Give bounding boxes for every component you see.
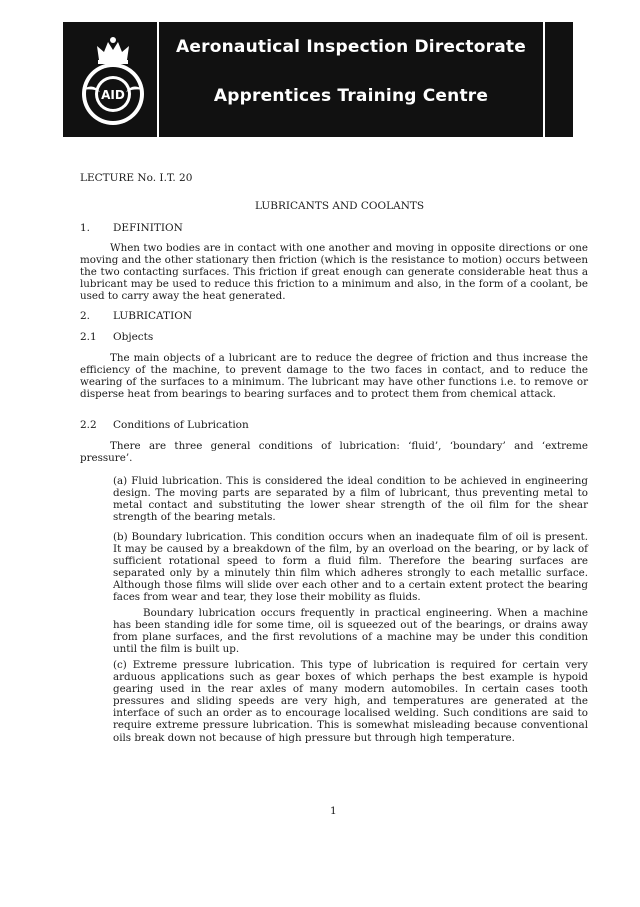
- item-b-continuation: Boundary lubrication occurs frequently in practical engineering. When a machine has been standing idle for some time, oil is squeezed out of the bearings, or drains away from plane surfaces, and the first revolutions of a machine may be under this condition until the film is built up.: [113, 607, 588, 656]
- section-2-number: 2.: [80, 310, 91, 322]
- section-2-2-number: 2.2: [80, 419, 97, 431]
- section-1-heading: DEFINITION: [113, 222, 183, 234]
- banner-title-line2: Apprentices Training Centre: [213, 86, 489, 106]
- banner-title-line1: Aeronautical Inspection Directorate: [176, 37, 526, 57]
- section-2-2-paragraph: There are three general conditions of lubrication: ‘fluid’, ‘boundary’ and ‘extreme pressure’.: [80, 440, 588, 465]
- svg-text:AID: AID: [101, 88, 125, 102]
- item-c-extreme-pressure-lubrication: (c) Extreme pressure lubrication. This type of lubrication is required for certain very arduous applications such as gear boxes of which perhaps the best example is hypoid gearing used in the rear axles of many modern automobiles. In certain cases tooth pressures and sliding speeds are very high, and temperatures are generated at the interface of such an order as to encourage localised welding. Such conditions are said to require extreme pressure lubrication. This is somewhat misleading because conventional oils break down not because of high pressure but through high temperature.: [113, 659, 588, 744]
- section-2-1-paragraph: The main objects of a lubricant are to reduce the degree of friction and thus increase the efficiency of the machine, to prevent damage to the two faces in contact, and to reduce the wearing of the surfaces to a minimum. The lubricant may have other functions i.e. to remove or disperse heat from bearings to bearing surfaces and to protect them from chemical attack.: [80, 352, 588, 401]
- banner-divider-right: [543, 22, 545, 137]
- section-2-1-number: 2.1: [80, 331, 97, 343]
- lecture-number: LECTURE No. I.T. 20: [80, 172, 193, 184]
- section-2-1-heading: Objects: [113, 331, 154, 343]
- section-1-number: 1.: [80, 222, 91, 234]
- header-banner: [63, 22, 573, 137]
- aid-crest-icon: [73, 30, 153, 130]
- section-2-2-heading: Conditions of Lubrication: [113, 419, 249, 431]
- item-b-boundary-lubrication: (b) Boundary lubrication. This condition occurs when an inadequate film of oil is present. It may be caused by a breakdown of the film, by an overload on the bearing, or by lack of sufficient rotational speed to form a fluid film. Therefore the bearing surfaces are separated only by a minutely thin film which adheres strongly to each metallic surface. Although those films will slide over each other and to a certain extent protect the bearing faces from wear and tear, they lose their mobility as fluids.: [113, 531, 588, 604]
- section-1-paragraph: When two bodies are in contact with one another and moving in opposite directions or one moving and the other stationary then friction (which is the resistance to motion) occurs between the two contacting surfaces. This friction if great enough can generate considerable heat thus a lubricant may be used to reduce this friction to a minimum and also, in the form of a coolant, be used to carry away the heat generated.: [80, 242, 588, 303]
- section-2-heading: LUBRICATION: [113, 310, 193, 322]
- item-a-fluid-lubrication: (a) Fluid lubrication. This is considered the ideal condition to be achieved in engineering design. The moving parts are separated by a film of lubricant, thus preventing metal to metal contact and substituting the lower shear strength of the oil film for the shear strength of the bearing metals.: [113, 475, 588, 524]
- page-title: LUBRICANTS AND COOLANTS: [255, 200, 425, 212]
- page-number: 1: [330, 805, 337, 817]
